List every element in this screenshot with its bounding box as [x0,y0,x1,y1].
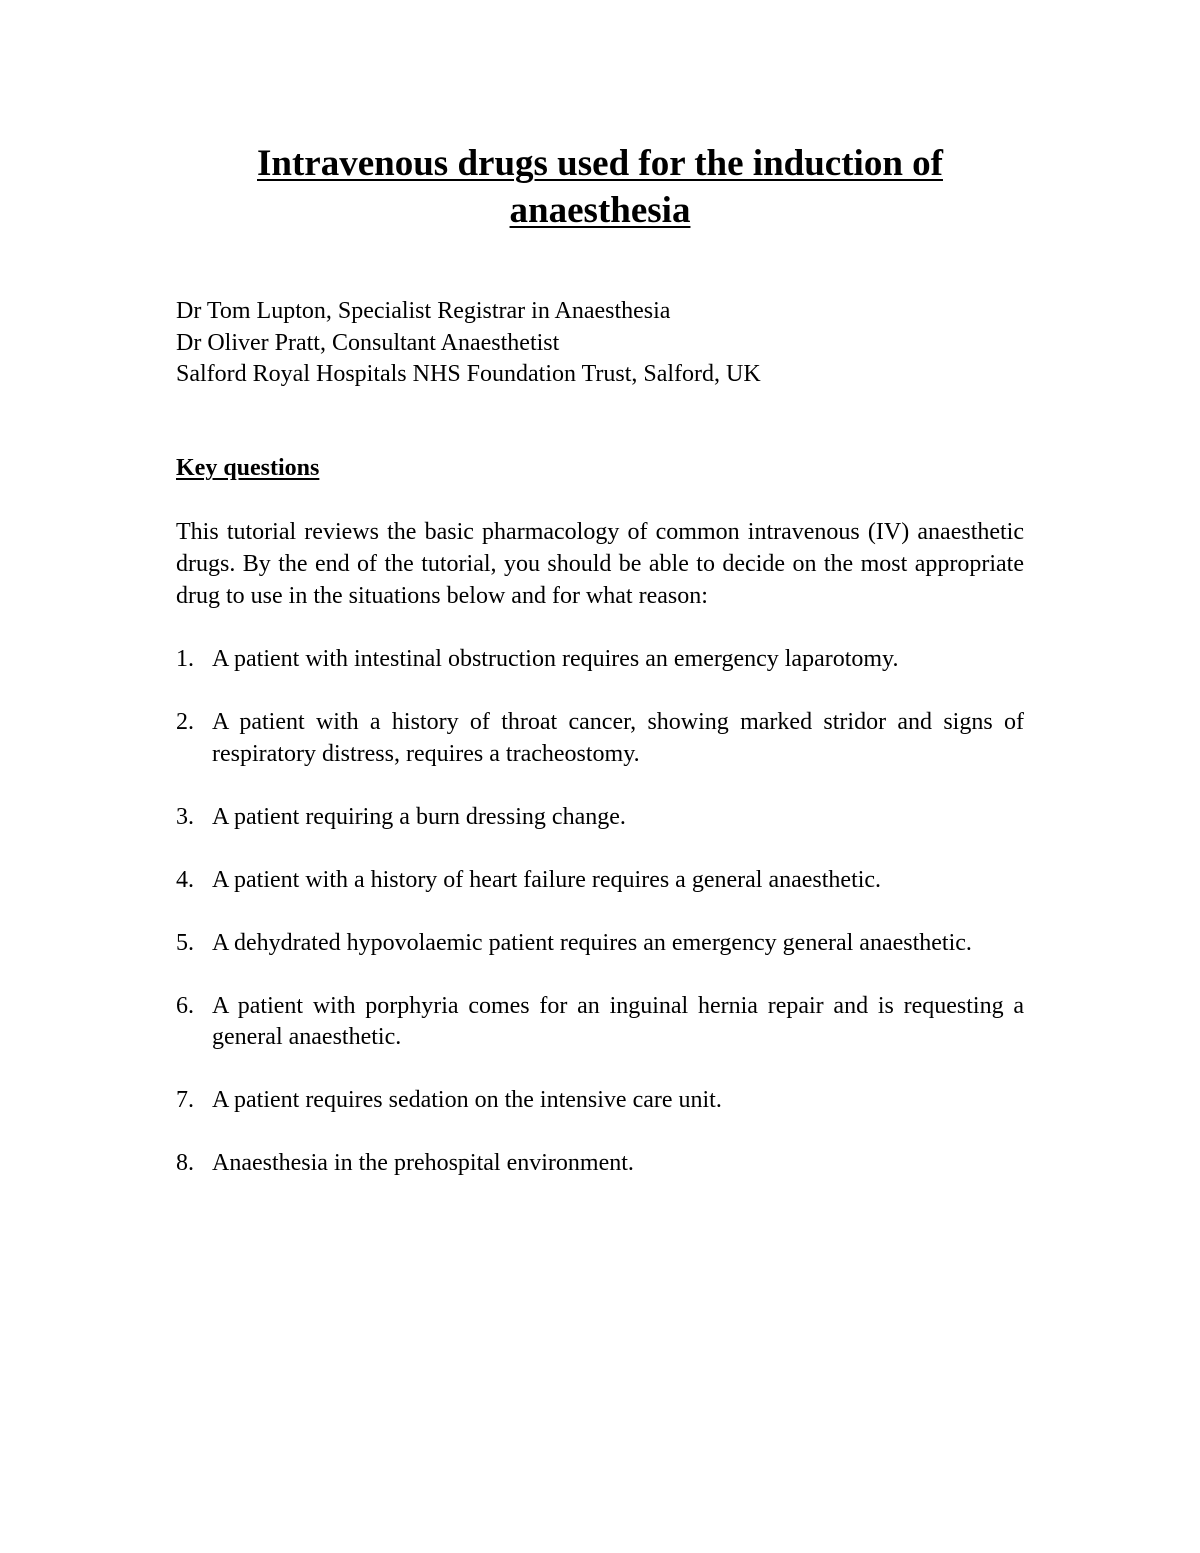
list-item-number: 4. [176,866,194,893]
author-line: Dr Tom Lupton, Specialist Registrar in Anaesthesia [176,298,671,324]
list-item-text: Anaesthesia in the prehospital environment. [212,1150,634,1176]
author-block [176,296,1024,391]
list-item-text: A dehydrated hypovolaemic patient requires an emergency general anaesthetic. [212,929,972,956]
list-item [176,802,1024,834]
list-item-text: A patient with porphyria comes for an inguinal hernia repair and is requesting a general anaesthetic. [212,992,1024,1050]
affiliation-line: Salford Royal Hospitals NHS Foundation Trust, Salford, UK [176,361,761,387]
list-item-text: A patient requiring a burn dressing change. [212,803,626,830]
list-item [176,928,1024,960]
list-item-text: A patient with a history of throat cancer, showing marked stridor and signs of respiratory distress, requires a tracheostomy. [212,709,1024,767]
list-item-number: 1. [176,646,194,672]
list-item [176,991,1024,1054]
list-item [176,707,1024,770]
list-item-number: 8. [176,1150,194,1176]
list-item-number: 5. [176,929,194,956]
list-item [176,644,1024,676]
author-line: Dr Oliver Pratt, Consultant Anaesthetist [176,329,560,356]
list-item-number: 6. [176,992,194,1019]
list-item-text: A patient with intestinal obstruction requires an emergency laparotomy. [212,646,899,672]
list-item [176,865,1024,897]
list-item-text: A patient requires sedation on the intensive care unit. [212,1087,722,1113]
question-list [176,644,1024,1211]
list-item-number: 3. [176,803,194,830]
list-item-number: 2. [176,709,194,735]
list-item-number: 7. [176,1087,194,1113]
list-item [176,1148,1024,1180]
section-heading: Key questions [176,455,320,481]
list-item [176,1085,1024,1117]
document-title: Intravenous drugs used for the induction of anaesthesia [257,143,943,231]
list-item-text: A patient with a history of heart failure requires a general anaesthetic. [212,866,882,893]
intro-paragraph: This tutorial reviews the basic pharmacology of common intravenous (IV) anaesthetic drugs. By the end of the tutorial, you should be able to decide on the most appropriate drug to use in the situations below and for what reason: [176,519,1024,609]
